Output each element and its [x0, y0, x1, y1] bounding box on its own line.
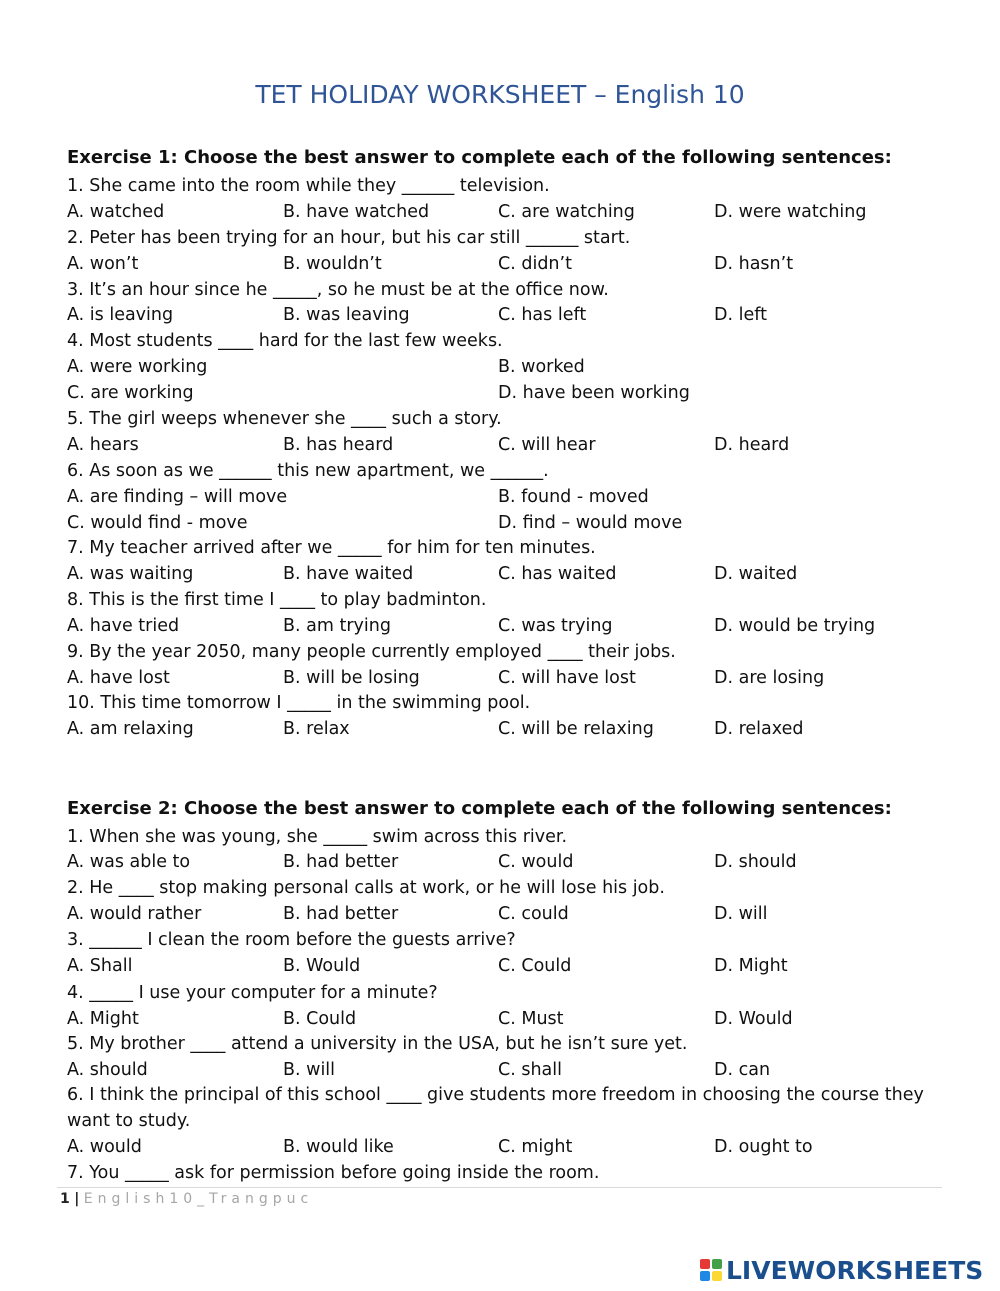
ex2-q6-option-b[interactable]: B. would like [283, 1137, 394, 1157]
ex2-q2: 2. He ____ stop making personal calls at work, or he will lose his job. [67, 878, 665, 898]
ex2-q6: 6. I think the principal of this school ____ give students more freedom in choosing the course they [67, 1085, 924, 1105]
ex1-q2-option-d[interactable]: D. hasn’t [714, 254, 794, 274]
ex1-q1-option-b[interactable]: B. have watched [283, 202, 430, 222]
ex1-q4-option-a[interactable]: A. were working [67, 357, 208, 377]
ex1-q2-option-c[interactable]: C. didn’t [498, 254, 572, 274]
ex1-q6-option-d[interactable]: D. find – would move [498, 513, 683, 533]
ex1-q7-option-d[interactable]: D. waited [714, 564, 798, 584]
ex2-q5-option-a[interactable]: A. should [67, 1060, 148, 1080]
ex1-q8-option-a[interactable]: A. have tried [67, 616, 180, 636]
ex1-q6-option-a[interactable]: A. are finding – will move [67, 487, 288, 507]
ex2-q1-option-a[interactable]: A. was able to [67, 852, 191, 872]
ex2-q4-option-b[interactable]: B. Could [283, 1009, 357, 1029]
ex1-q2-option-a[interactable]: A. won’t [67, 254, 139, 274]
ex1-q1-option-d[interactable]: D. were watching [714, 202, 867, 222]
ex2-q6-option-d[interactable]: D. ought to [714, 1137, 813, 1157]
liveworksheets-logo[interactable] [700, 1254, 983, 1286]
ex1-q1-option-c[interactable]: C. are watching [498, 202, 635, 222]
ex2-q3-option-c[interactable]: C. Could [498, 956, 572, 976]
ex1-q8-option-b[interactable]: B. am trying [283, 616, 391, 636]
footer-separator: | [74, 1191, 80, 1207]
ex1-q6: 6. As soon as we ______ this new apartment, we ______. [67, 461, 549, 481]
ex1-q4-option-b[interactable]: B. worked [498, 357, 585, 377]
ex2-q1-option-c[interactable]: C. would [498, 852, 574, 872]
ex1-q5-option-d[interactable]: D. heard [714, 435, 790, 455]
logo-cube-red [700, 1259, 710, 1269]
ex1-q7: 7. My teacher arrived after we _____ for him for ten minutes. [67, 538, 596, 558]
logo-cubes-icon [700, 1259, 722, 1281]
ex1-q2-option-b[interactable]: B. wouldn’t [283, 254, 382, 274]
ex2-q5-option-c[interactable]: C. shall [498, 1060, 563, 1080]
exercise2-heading: Exercise 2: Choose the best answer to complete each of the following sentences: [67, 798, 892, 819]
ex1-q3-option-d[interactable]: D. left [714, 305, 767, 325]
ex2-q3: 3. ______ I clean the room before the guests arrive? [67, 930, 516, 950]
ex1-q9-option-b[interactable]: B. will be losing [283, 668, 420, 688]
ex1-q6-option-c[interactable]: C. would find - move [67, 513, 248, 533]
ex1-q3-option-c[interactable]: C. has left [498, 305, 587, 325]
ex2-q3-option-a[interactable]: A. Shall [67, 956, 133, 976]
ex1-q10-option-c[interactable]: C. will be relaxing [498, 719, 654, 739]
footer-divider [57, 1187, 942, 1188]
ex1-q8: 8. This is the first time I ____ to play badminton. [67, 590, 487, 610]
ex2-q5-option-b[interactable]: B. will [283, 1060, 336, 1080]
ex1-q10: 10. This time tomorrow I _____ in the swimming pool. [67, 693, 531, 713]
ex2-q5: 5. My brother ____ attend a university in the USA, but he isn’t sure yet. [67, 1034, 688, 1054]
ex1-q7-option-a[interactable]: A. was waiting [67, 564, 194, 584]
worksheet-title: TET HOLIDAY WORKSHEET – English 10 [255, 80, 745, 109]
ex2-q7: 7. You _____ ask for permission before going inside the room. [67, 1163, 600, 1183]
footer-source: English10_Trangpuc [83, 1191, 314, 1207]
logo-cube-yellow [712, 1271, 722, 1281]
ex2-q3-option-d[interactable]: D. Might [714, 956, 788, 976]
ex1-q8-option-d[interactable]: D. would be trying [714, 616, 876, 636]
ex1-q6-option-b[interactable]: B. found - moved [498, 487, 649, 507]
ex1-q8-option-c[interactable]: C. was trying [498, 616, 613, 636]
ex1-q4-option-c[interactable]: C. are working [67, 383, 194, 403]
ex2-q2-option-c[interactable]: C. could [498, 904, 569, 924]
ex1-q9-option-d[interactable]: D. are losing [714, 668, 825, 688]
ex1-q5-option-b[interactable]: B. has heard [283, 435, 394, 455]
ex1-q7-option-c[interactable]: C. has waited [498, 564, 617, 584]
ex1-q9-option-c[interactable]: C. will have lost [498, 668, 636, 688]
ex2-q4-option-d[interactable]: D. Would [714, 1009, 793, 1029]
ex1-q5: 5. The girl weeps whenever she ____ such a story. [67, 409, 502, 429]
ex1-q7-option-b[interactable]: B. have waited [283, 564, 414, 584]
ex1-q2: 2. Peter has been trying for an hour, but his car still ______ start. [67, 228, 631, 248]
ex2-q5-option-d[interactable]: D. can [714, 1060, 771, 1080]
page-footer [60, 1191, 313, 1207]
ex1-q10-option-d[interactable]: D. relaxed [714, 719, 804, 739]
ex2-q1: 1. When she was young, she _____ swim across this river. [67, 827, 568, 847]
ex1-q1-option-a[interactable]: A. watched [67, 202, 165, 222]
ex1-q4: 4. Most students ____ hard for the last few weeks. [67, 331, 503, 351]
ex2-q4-option-c[interactable]: C. Must [498, 1009, 564, 1029]
ex2-q3-option-b[interactable]: B. Would [283, 956, 361, 976]
ex1-q3-option-b[interactable]: B. was leaving [283, 305, 410, 325]
ex1-q4-option-d[interactable]: D. have been working [498, 383, 690, 403]
ex2-q6-continued: want to study. [67, 1111, 191, 1131]
ex2-q1-option-d[interactable]: D. should [714, 852, 797, 872]
exercise1-heading: Exercise 1: Choose the best answer to complete each of the following sentences: [67, 147, 892, 168]
ex2-q2-option-b[interactable]: B. had better [283, 904, 399, 924]
ex1-q3: 3. It’s an hour since he _____, so he must be at the office now. [67, 280, 609, 300]
ex1-q9-option-a[interactable]: A. have lost [67, 668, 170, 688]
ex1-q1: 1. She came into the room while they ______ television. [67, 176, 550, 196]
logo-cube-blue [700, 1271, 710, 1281]
logo-text: LIVEWORKSHEETS [726, 1255, 984, 1285]
ex1-q9: 9. By the year 2050, many people currently employed ____ their jobs. [67, 642, 676, 662]
ex1-q10-option-a[interactable]: A. am relaxing [67, 719, 194, 739]
ex2-q1-option-b[interactable]: B. had better [283, 852, 399, 872]
ex1-q5-option-a[interactable]: A. hears [67, 435, 139, 455]
ex1-q10-option-b[interactable]: B. relax [283, 719, 350, 739]
page-number: 1 [60, 1191, 70, 1207]
ex1-q3-option-a[interactable]: A. is leaving [67, 305, 174, 325]
ex2-q4: 4. _____ I use your computer for a minute? [67, 983, 438, 1003]
ex2-q4-option-a[interactable]: A. Might [67, 1009, 139, 1029]
logo-cube-green [712, 1259, 722, 1269]
ex2-q2-option-a[interactable]: A. would rather [67, 904, 202, 924]
ex1-q5-option-c[interactable]: C. will hear [498, 435, 596, 455]
ex2-q2-option-d[interactable]: D. will [714, 904, 768, 924]
ex2-q6-option-a[interactable]: A. would [67, 1137, 142, 1157]
ex2-q6-option-c[interactable]: C. might [498, 1137, 573, 1157]
